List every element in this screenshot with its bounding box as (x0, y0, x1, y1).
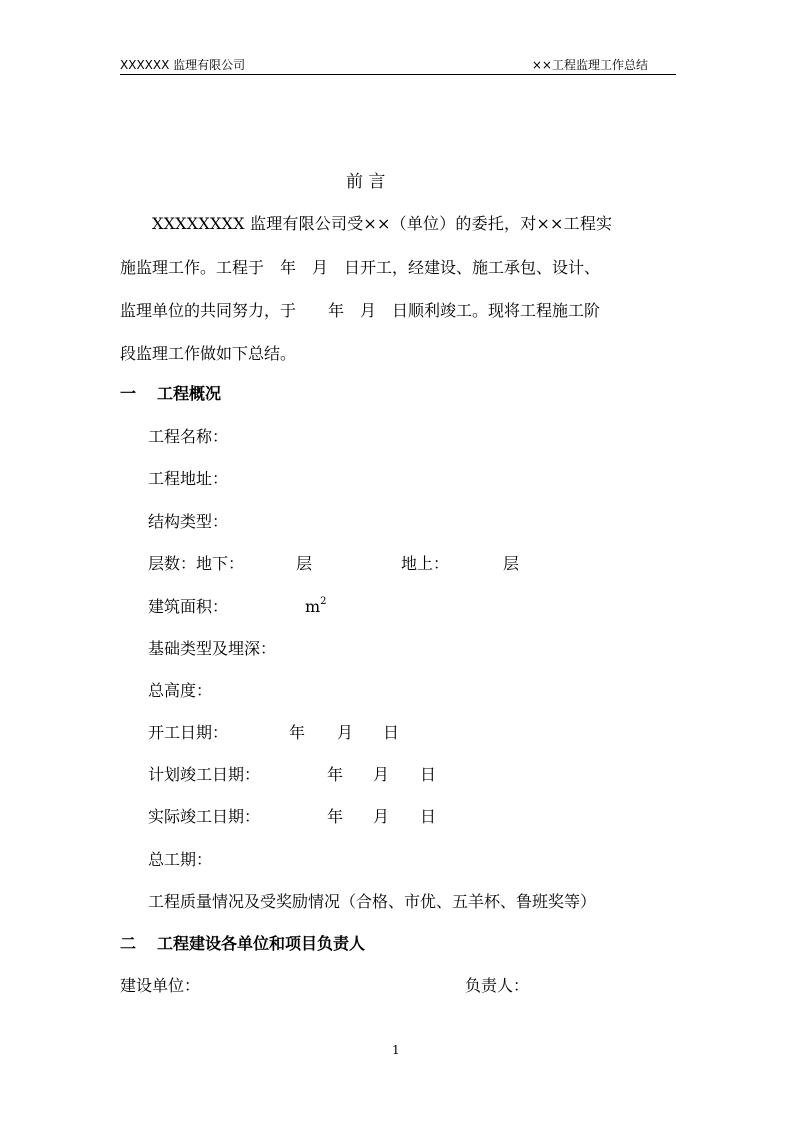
foundation-label: 基础类型及埋深： (148, 639, 277, 658)
quality-awards-label: 工程质量情况及受奖励情况（合格、市优、五羊杯、鲁班奖等） (148, 892, 597, 911)
page-header (120, 58, 676, 75)
area-unit-superscript: 2 (320, 596, 327, 607)
start-year: 年 (289, 723, 306, 742)
section-2-heading: 工程建设各单位和项目负责人 (157, 934, 366, 953)
floors-above-unit: 层 (503, 554, 520, 573)
project-address-label: 工程地址： (148, 469, 229, 488)
actual-month: 月 (373, 807, 390, 826)
actual-year: 年 (327, 807, 344, 826)
floors-label: 层数：地下： (148, 554, 245, 573)
planned-completion-label: 计划竣工日期： (148, 765, 261, 784)
area-unit (305, 597, 327, 620)
planned-year: 年 (327, 765, 344, 784)
project-name-label: 工程名称： (148, 427, 229, 446)
actual-day: 日 (420, 807, 437, 826)
section-2-number: 二 (120, 934, 137, 953)
area-unit-base: m (305, 597, 321, 616)
preface-paragraph-line: 段监理工作做如下总结。 (120, 344, 297, 363)
responsible-person-label: 负责人： (465, 976, 530, 995)
section-1-number: 一 (120, 384, 137, 403)
floors-above-label: 地上： (401, 554, 450, 573)
preface-paragraph-line: XXXXXXXX 监理有限公司受××（单位）的委托，对××工程实 (152, 214, 613, 233)
floors-below-unit: 层 (296, 554, 313, 573)
total-height-label: 总高度： (148, 681, 213, 700)
section-1-heading: 工程概况 (157, 384, 222, 403)
building-area-label: 建筑面积： (148, 597, 229, 616)
header-doc-title: ××工程监理工作总结 (531, 58, 648, 72)
planned-day: 日 (420, 765, 437, 784)
structure-type-label: 结构类型： (148, 512, 229, 531)
start-date-label: 开工日期： (148, 723, 229, 742)
preface-paragraph-line: 施监理工作。工程于 年 月 日开工，经建设、施工承包、设计、 (120, 258, 601, 277)
header-company: XXXXXX 监理有限公司 (120, 58, 246, 72)
page-number: 1 (392, 1043, 400, 1057)
start-month: 月 (337, 723, 354, 742)
planned-month: 月 (373, 765, 390, 784)
preface-paragraph-line: 监理单位的共同努力，于 年 月 日顺利竣工。现将工程施工阶 (120, 301, 601, 320)
actual-completion-label: 实际竣工日期： (148, 807, 261, 826)
preface-title: 前 言 (346, 172, 386, 192)
construction-unit-label: 建设单位： (120, 976, 201, 995)
start-day: 日 (383, 723, 400, 742)
total-duration-label: 总工期： (148, 850, 213, 869)
